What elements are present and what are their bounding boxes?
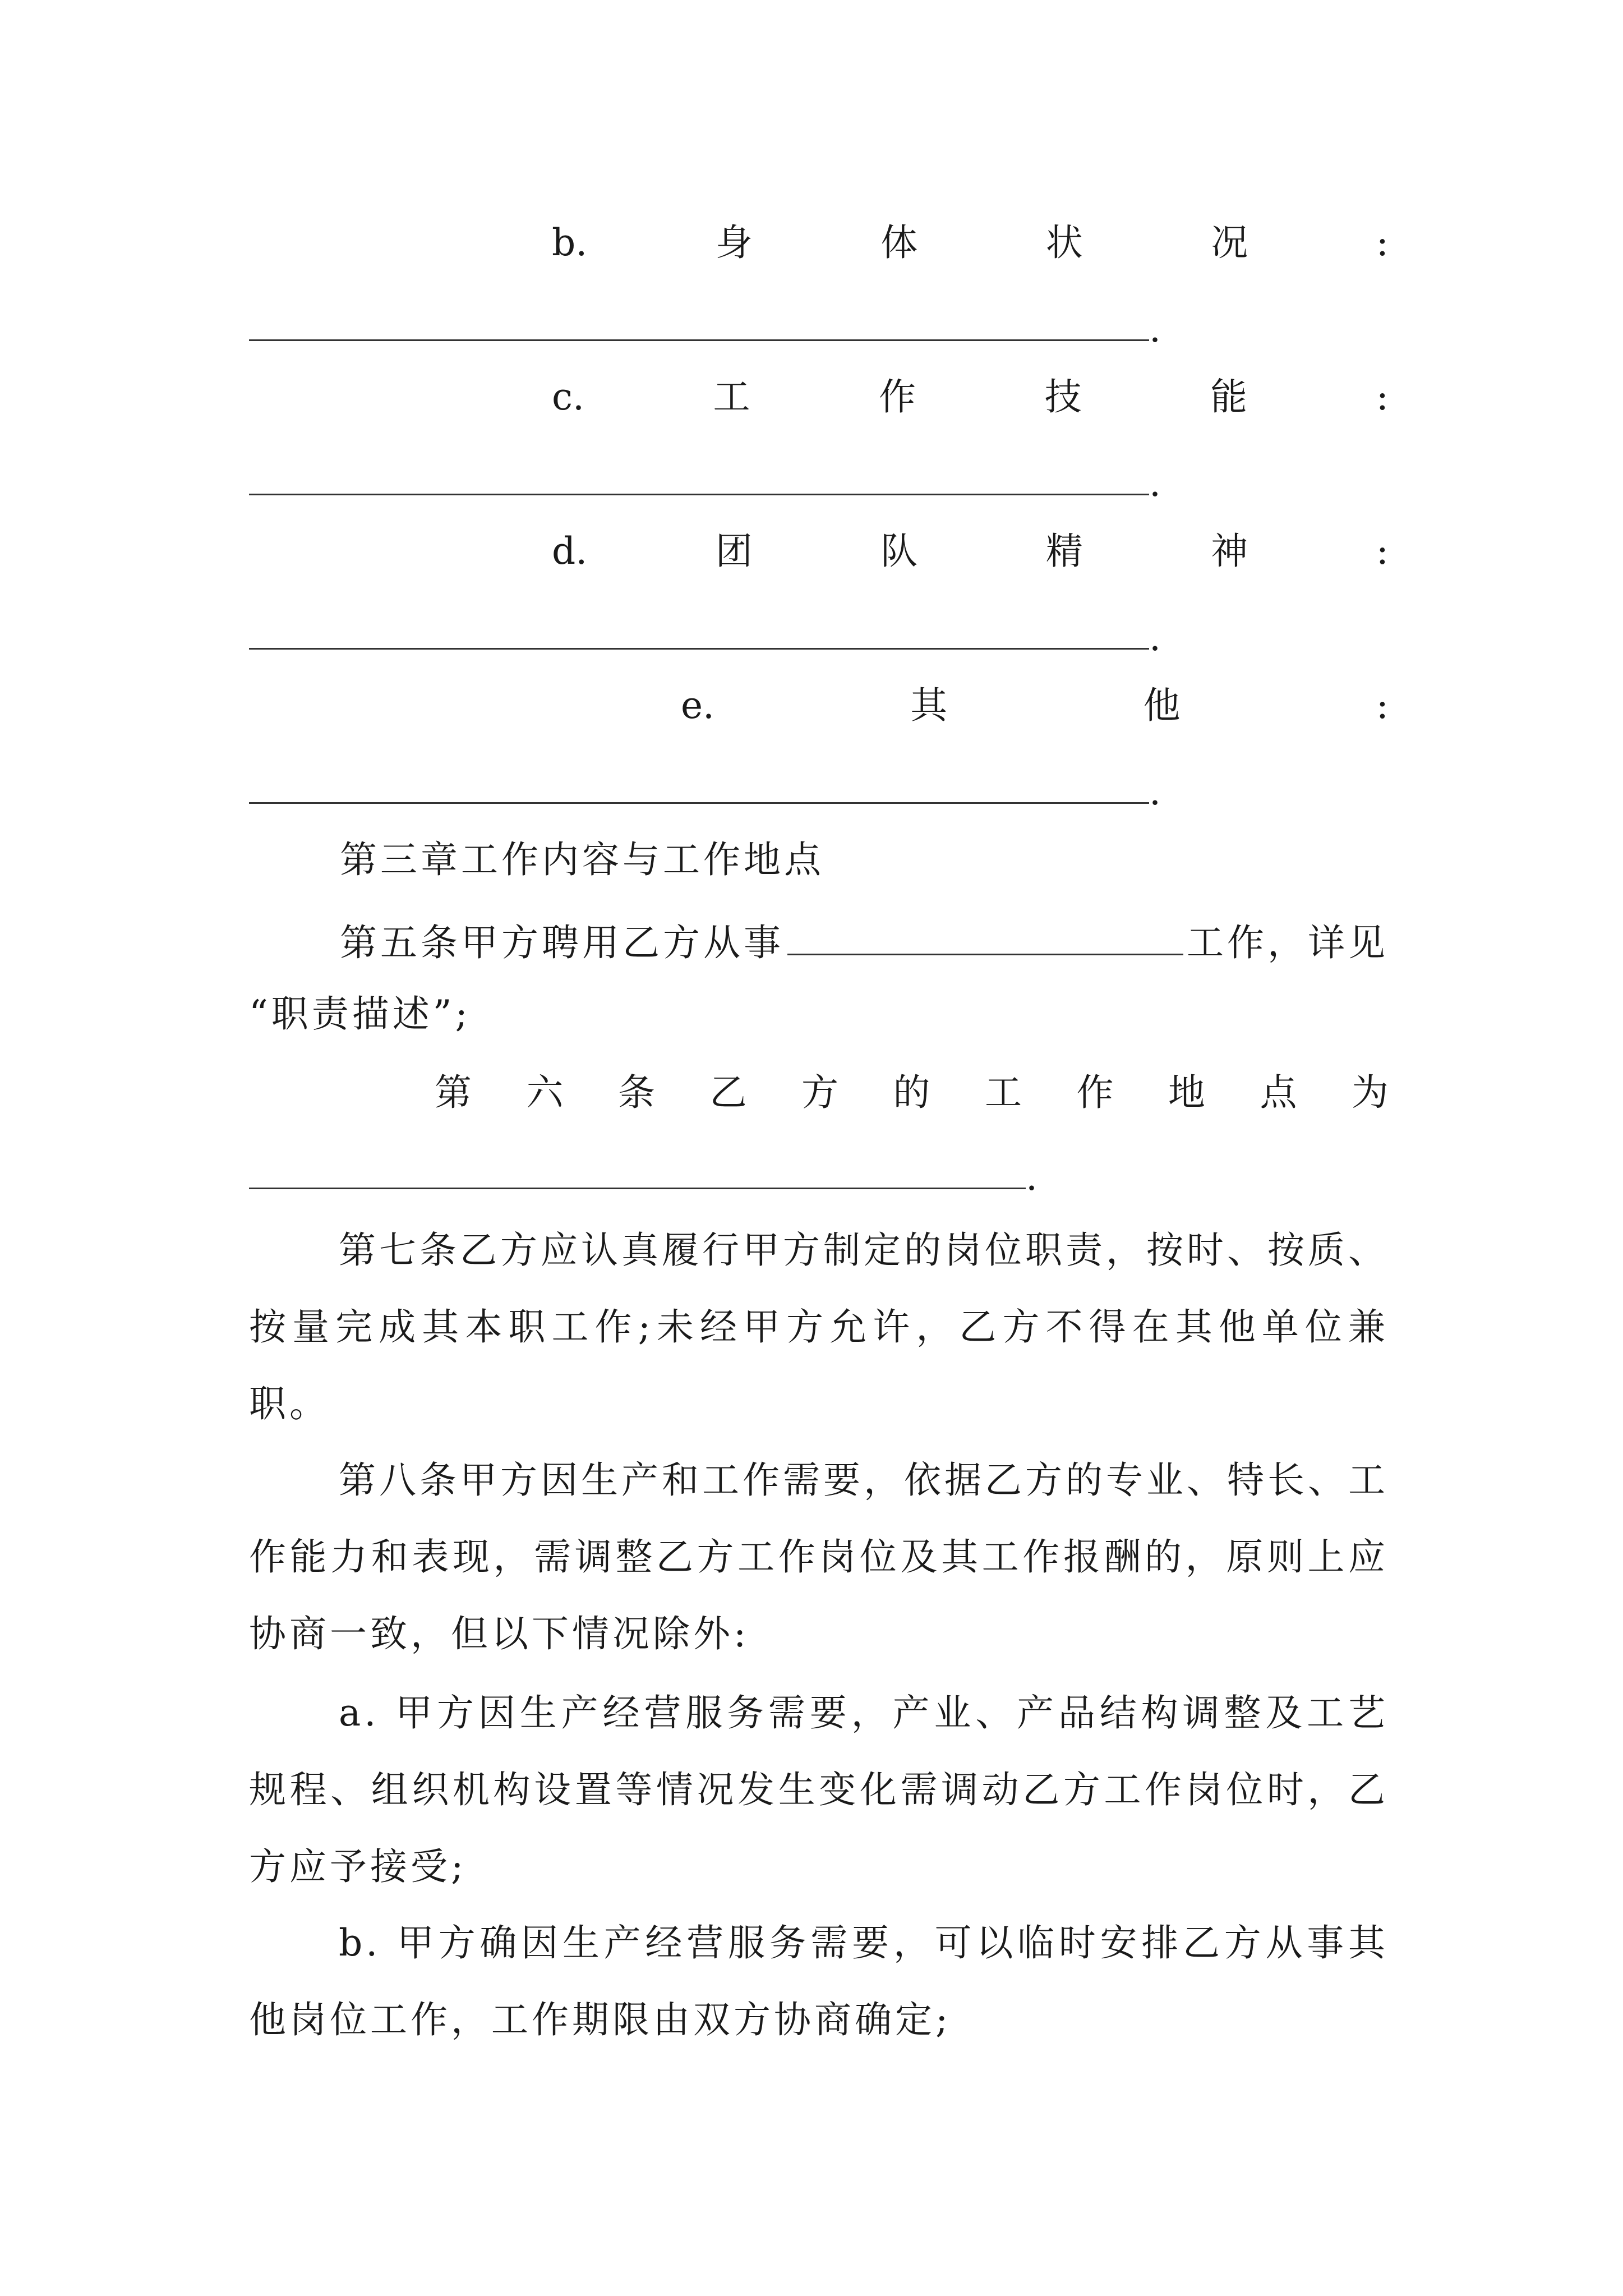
item-e-underline bbox=[249, 802, 1149, 804]
article-5-blank bbox=[787, 920, 1183, 955]
article-8: 第八条甲方因生产和工作需要，依据乙方的专业、特长、工作能力和表现，需调整乙方工作岗位及其工作报酬的，原则上应协商一致，但以下情况除外: bbox=[249, 1458, 1389, 1655]
item-c-underline bbox=[249, 494, 1149, 495]
item-d-blank bbox=[249, 605, 1161, 659]
item-d-dot: . bbox=[1149, 616, 1161, 659]
item-c-dot: . bbox=[1149, 462, 1161, 505]
article-6-char-9: 地 bbox=[1168, 1071, 1205, 1114]
item-e-blank bbox=[249, 759, 1161, 813]
article-6-char-1: 第 bbox=[435, 1071, 472, 1114]
item-e-colon: : bbox=[1376, 684, 1389, 727]
item-b-row bbox=[249, 221, 1389, 264]
article-5-line-2: “职责描述”; bbox=[249, 992, 471, 1036]
item-d-char-1: 团 bbox=[715, 530, 753, 573]
item-c-blank bbox=[249, 450, 1161, 505]
article-5-before: 第五条甲方聘用乙方从事 bbox=[340, 921, 784, 964]
item-b-char-2: 体 bbox=[880, 221, 918, 264]
item-e-label: e. bbox=[681, 684, 715, 727]
item-c-colon: : bbox=[1376, 375, 1389, 418]
item-b-char-1: 身 bbox=[715, 221, 753, 264]
article-6-blank bbox=[249, 1144, 1038, 1199]
item-d-char-3: 精 bbox=[1045, 530, 1083, 573]
item-c-char-2: 作 bbox=[879, 375, 916, 418]
article-6-char-7: 工 bbox=[985, 1071, 1022, 1114]
article-6-char-5: 方 bbox=[801, 1071, 838, 1114]
article-6-char-10: 点 bbox=[1260, 1071, 1297, 1114]
article-6-char-2: 六 bbox=[526, 1071, 564, 1114]
item-c-row bbox=[249, 375, 1389, 418]
article-6-row bbox=[435, 1071, 1389, 1114]
item-e-row bbox=[249, 684, 1389, 727]
item-e-dot: . bbox=[1149, 770, 1161, 813]
item-b-char-3: 状 bbox=[1045, 221, 1083, 264]
item-b-blank bbox=[249, 296, 1161, 351]
item-d-char-2: 队 bbox=[880, 530, 918, 573]
item-d-colon: : bbox=[1376, 530, 1389, 573]
item-c-char-1: 工 bbox=[713, 375, 750, 418]
item-e-char-2: 他 bbox=[1143, 684, 1181, 727]
clause-a: a. 甲方因生产经营服务需要，产业、产品结构调整及工艺规程、组织机构设置等情况发生变化需调动乙方工作岗位时，乙方应予接受; bbox=[249, 1691, 1389, 1888]
chapter-heading: 第三章工作内容与工作地点 bbox=[340, 838, 824, 881]
article-6-char-8: 作 bbox=[1076, 1071, 1114, 1114]
article-6-char-3: 条 bbox=[618, 1071, 655, 1114]
item-e-char-1: 其 bbox=[910, 684, 948, 727]
item-d-label: d. bbox=[552, 530, 588, 573]
article-6-char-11: 为 bbox=[1352, 1071, 1389, 1114]
item-c-label: c. bbox=[552, 375, 584, 418]
item-b-label: b. bbox=[552, 221, 588, 264]
item-c-char-4: 能 bbox=[1210, 375, 1248, 418]
item-d-underline bbox=[249, 648, 1149, 650]
article-7: 第七条乙方应认真履行甲方制定的岗位职责，按时、按质、按量完成其本职工作;未经甲方允许，乙方不得在其他单位兼职。 bbox=[249, 1228, 1389, 1425]
article-5-after: 工作，详见 bbox=[1187, 921, 1389, 964]
item-c-char-3: 技 bbox=[1044, 375, 1082, 418]
article-6-char-6: 的 bbox=[893, 1071, 930, 1114]
article-5-line-1 bbox=[340, 920, 1389, 964]
item-b-underline bbox=[249, 339, 1149, 341]
item-b-dot: . bbox=[1149, 307, 1161, 351]
item-b-colon: : bbox=[1376, 221, 1389, 264]
article-6-underline bbox=[249, 1188, 1026, 1189]
item-d-row bbox=[249, 530, 1389, 573]
article-6-char-4: 乙 bbox=[709, 1071, 747, 1114]
item-d-char-4: 神 bbox=[1211, 530, 1248, 573]
item-b-char-4: 况 bbox=[1211, 221, 1248, 264]
clause-b: b. 甲方确因生产经营服务需要，可以临时安排乙方从事其他岗位工作，工作期限由双方协商确定; bbox=[249, 1921, 1389, 2041]
article-6-dot: . bbox=[1026, 1156, 1038, 1199]
